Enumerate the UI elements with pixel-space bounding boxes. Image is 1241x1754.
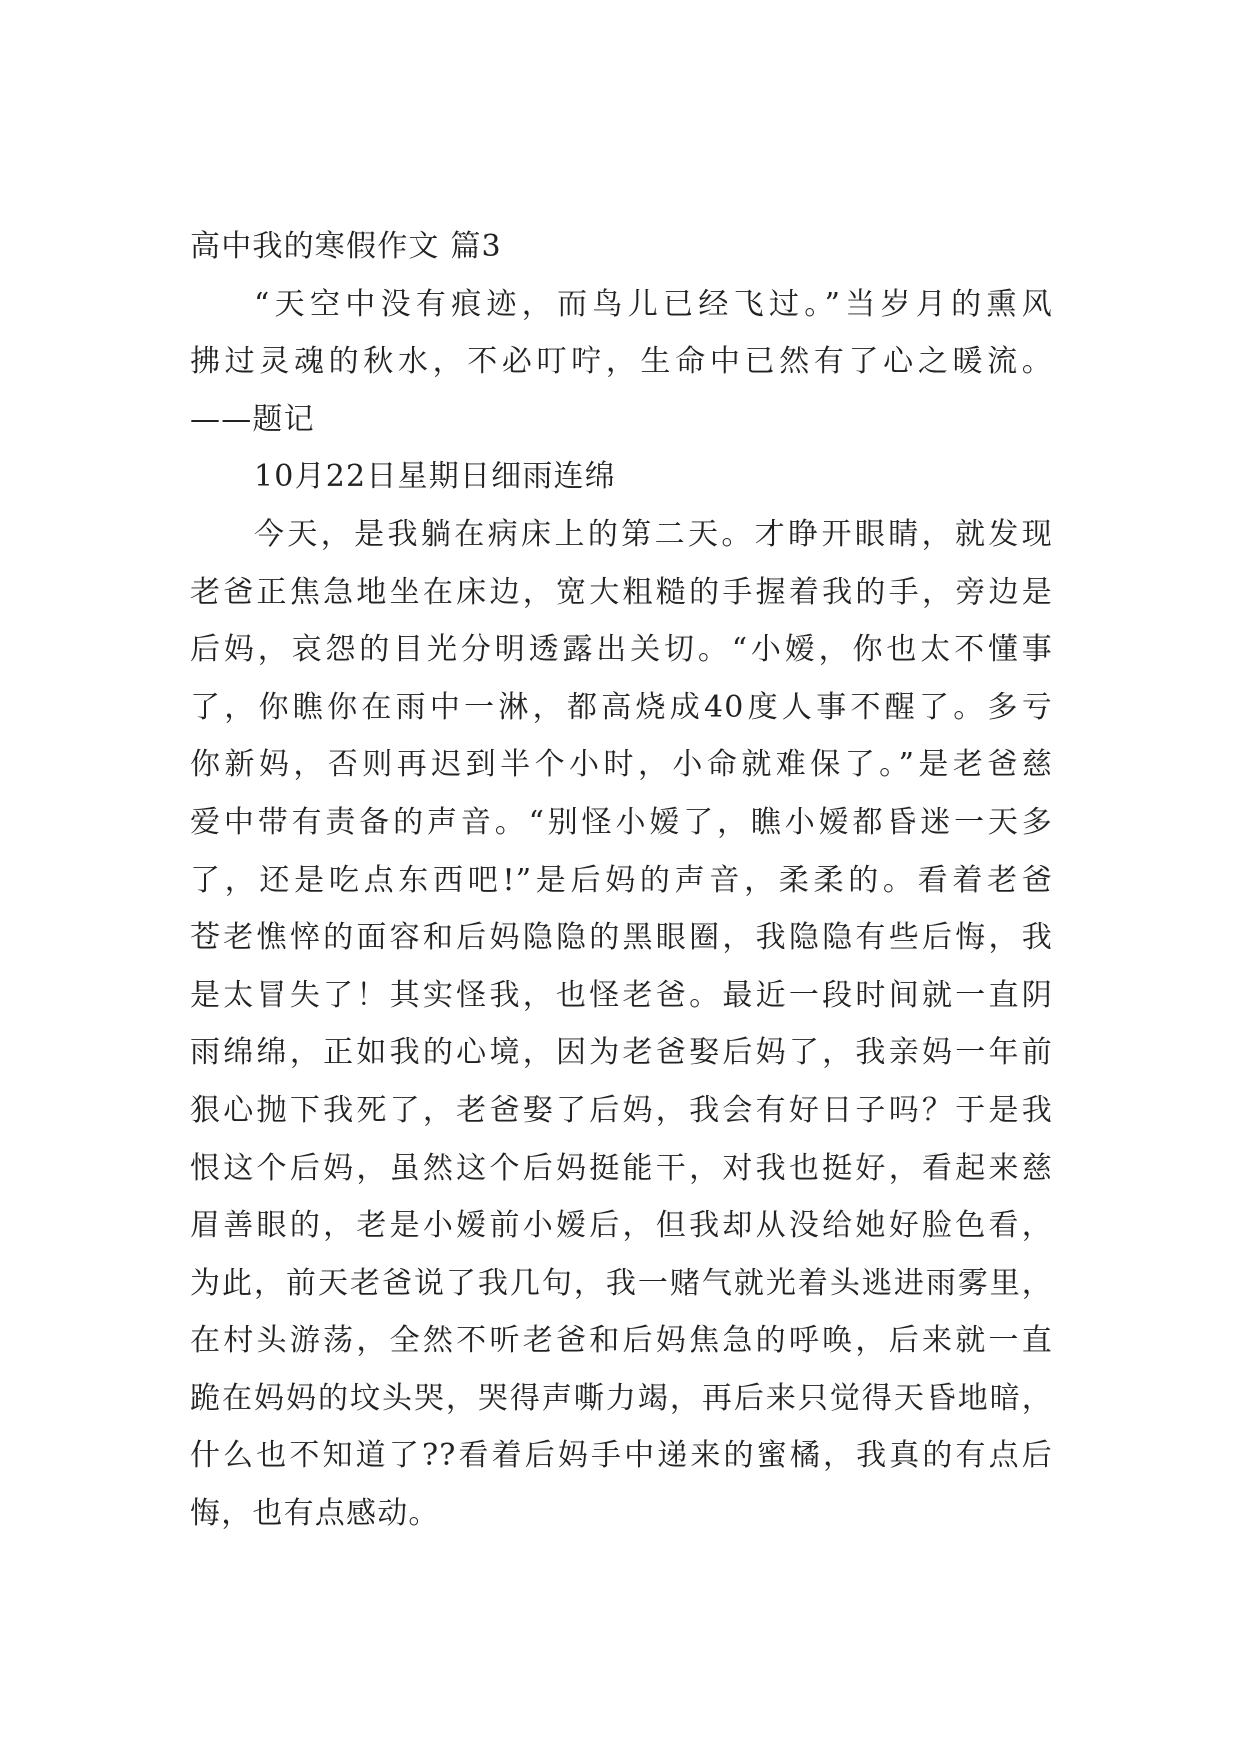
- document-title: 高中我的寒假作文 篇3: [190, 229, 502, 264]
- epigraph-line: 拂过灵魂的秋水，不必叮咛，生命中已然有了心之暖流。: [190, 344, 1053, 380]
- epigraph: [190, 276, 1053, 449]
- paragraph-line: 老爸正焦急地坐在床边，宽大粗糙的手握着我的手，旁边是: [190, 574, 1053, 610]
- epigraph-attribution: ——题记: [190, 401, 315, 437]
- paragraph-line: 悔，也有点感动。: [190, 1496, 440, 1532]
- paragraph-line: 跪在妈妈的坟头哭，哭得声嘶力竭，再后来只觉得天昏地暗，: [190, 1380, 1053, 1416]
- paragraph-line: 狠心抛下我死了，老爸娶了后妈，我会有好日子吗？于是我: [190, 1092, 1053, 1128]
- paragraph-line: 眉善眼的，老是小嫒前小嫒后，但我却从没给她好脸色看，: [190, 1208, 1053, 1244]
- paragraph-line: 了，你瞧你在雨中一淋，都高烧成40度人事不醒了。多亏: [190, 689, 1053, 725]
- document-body: [190, 218, 1053, 1543]
- paragraph-line: 今天，是我躺在病床上的第二天。才睁开眼睛，就发现: [254, 516, 1053, 552]
- paragraph-line: 了，还是吃点东西吧!”是后妈的声音，柔柔的。看着老爸: [190, 862, 1053, 898]
- paragraph-line: 雨绵绵，正如我的心境，因为老爸娶后妈了，我亲妈一年前: [190, 1035, 1053, 1071]
- paragraph-line: 苍老憔悴的面容和后妈隐隐的黑眼圈，我隐隐有些后悔，我: [190, 920, 1053, 956]
- paragraph-line: 在村头游荡，全然不听老爸和后妈焦急的呼唤，后来就一直: [190, 1323, 1053, 1359]
- paragraph-line: 恨这个后妈，虽然这个后妈挺能干，对我也挺好，看起来慈: [190, 1150, 1053, 1186]
- paragraph-line: 什么也不知道了??看着后妈手中递来的蜜橘，我真的有点后: [190, 1438, 1053, 1474]
- epigraph-line: “天空中没有痕迹，而鸟儿已经飞过。”当岁月的熏风: [254, 286, 1053, 322]
- paragraph-line: 你新妈，否则再迟到半个小时，小命就难保了。”是老爸慈: [190, 747, 1053, 783]
- paragraph-line: 爱中带有责备的声音。“别怪小嫒了，瞧小嫒都昏迷一天多: [190, 804, 1053, 840]
- diary-paragraph: [190, 506, 1053, 1543]
- paragraph-line: 为此，前天老爸说了我几句，我一赌气就光着头逃进雨雾里，: [190, 1265, 1053, 1301]
- paragraph-line: 是太冒失了！其实怪我，也怪老爸。最近一段时间就一直阴: [190, 977, 1053, 1013]
- date-line: 10月22日星期日细雨连绵: [254, 459, 616, 495]
- paragraph-line: 后妈，哀怨的目光分明透露出关切。“小嫒，你也太不懂事: [190, 632, 1053, 668]
